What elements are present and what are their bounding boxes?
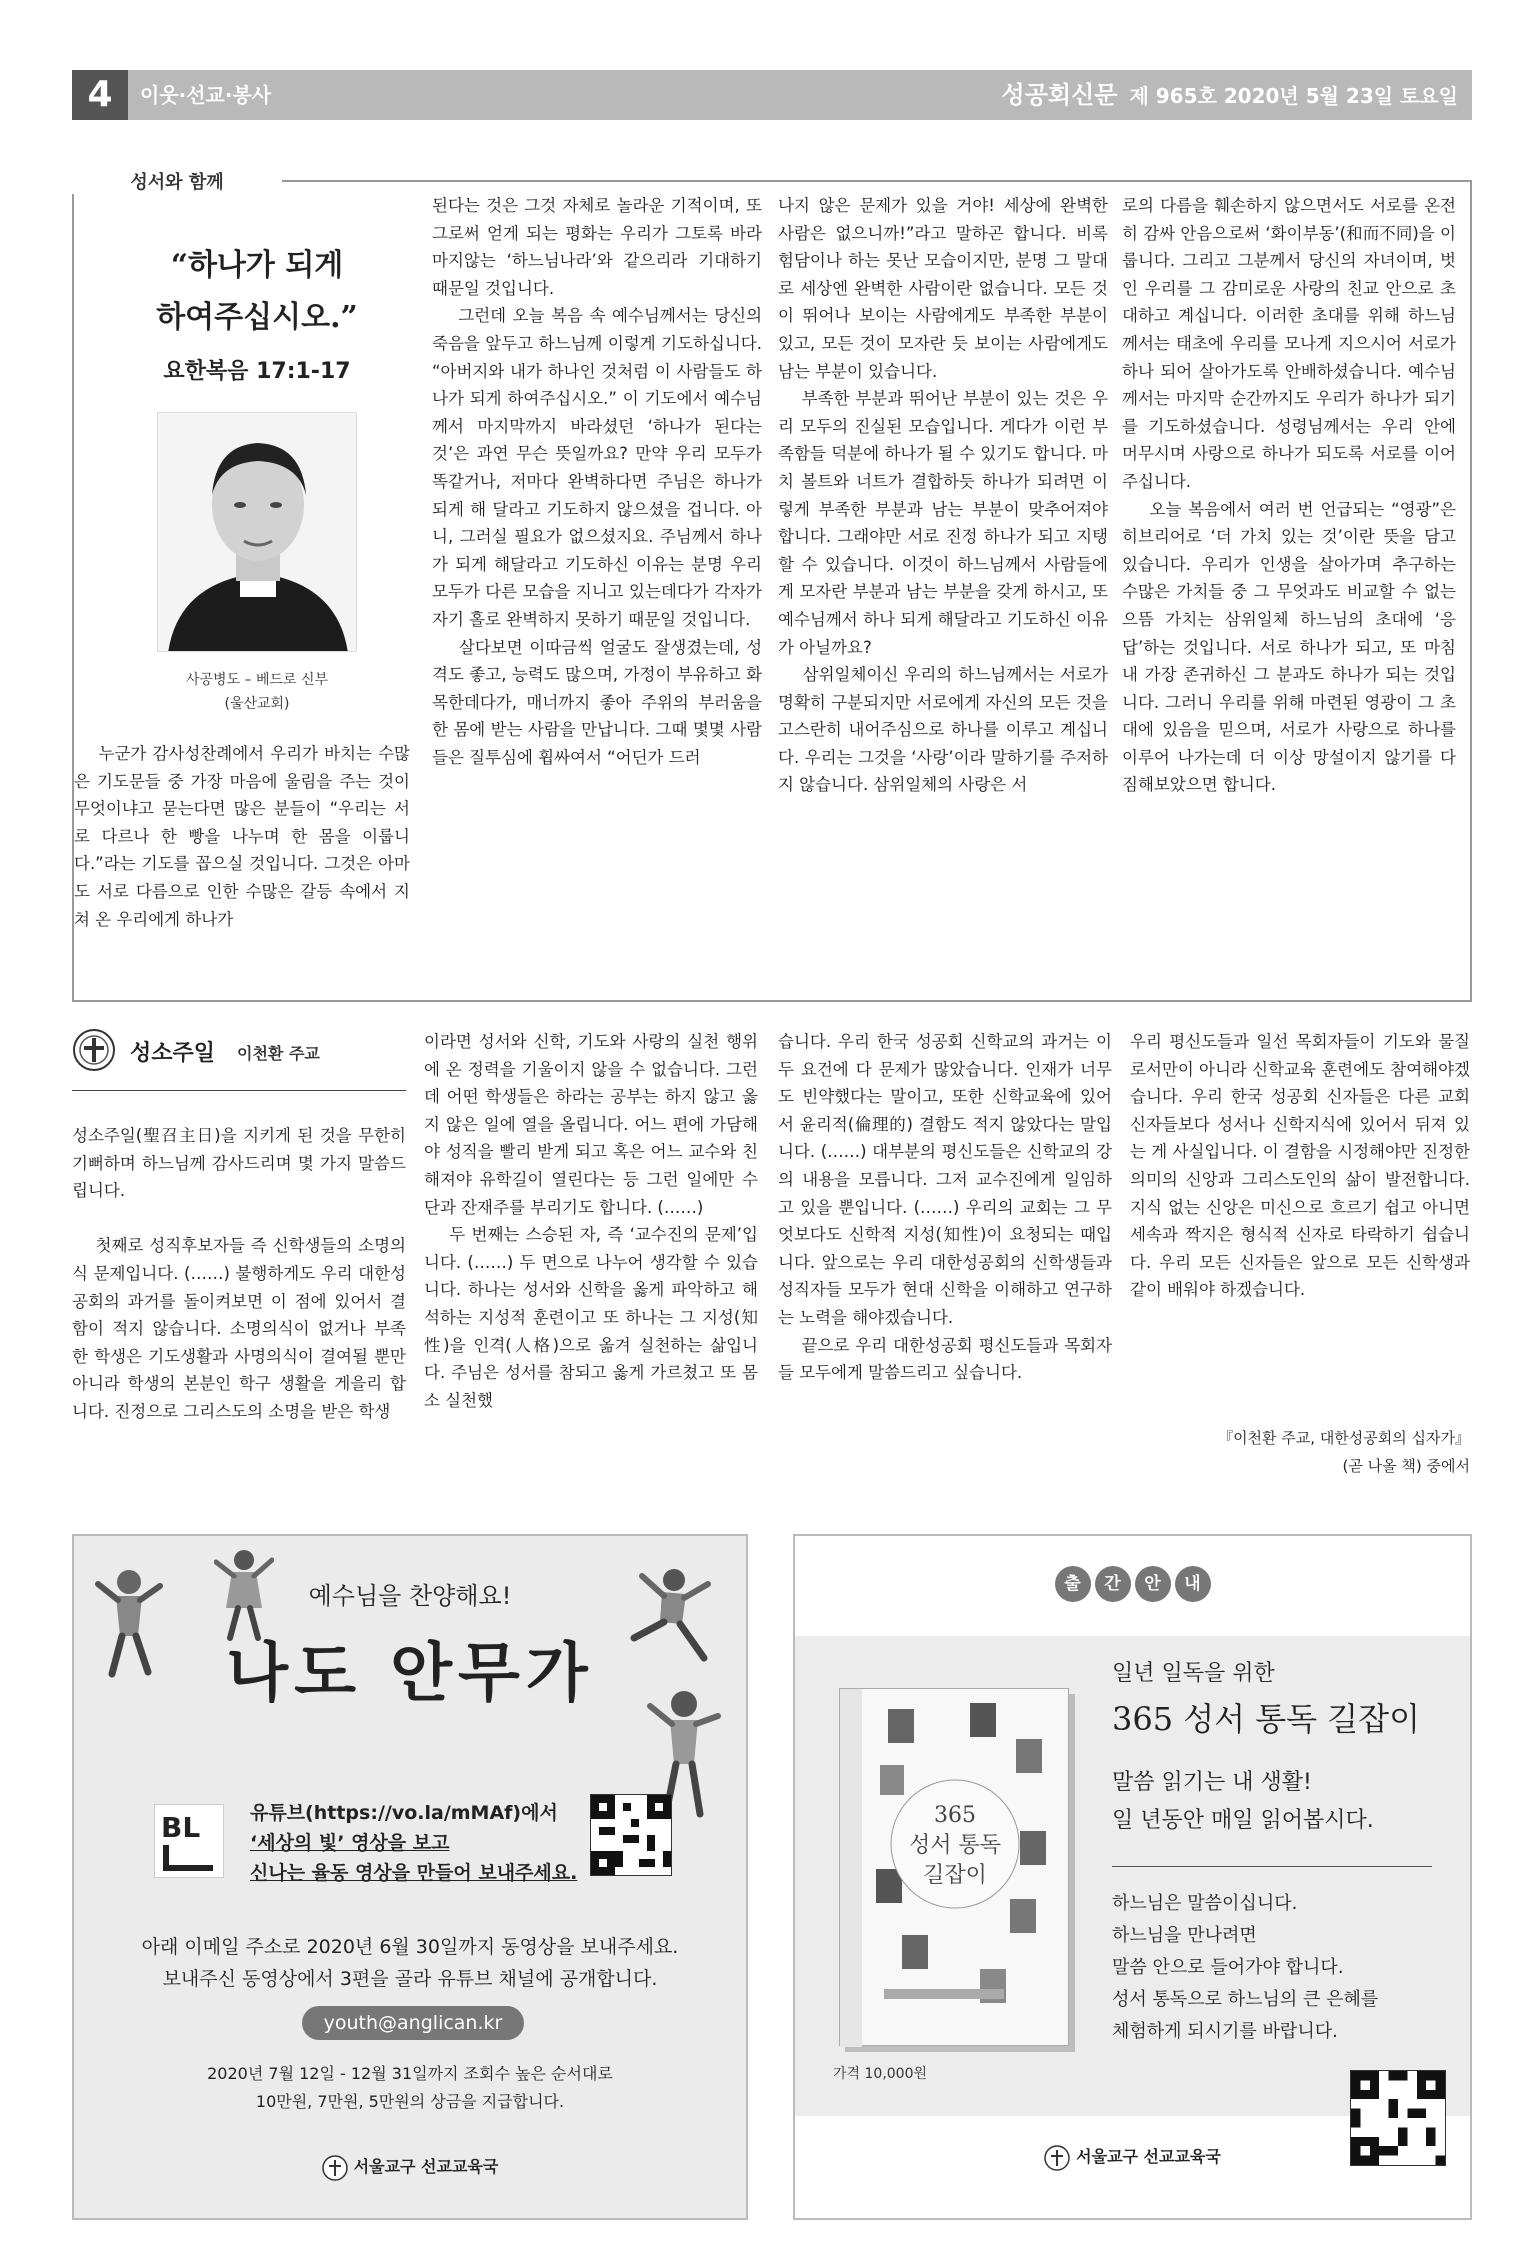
cover-line-2: 성서 통독	[908, 1833, 1001, 1858]
caption-line-2: (울산교회)	[224, 696, 290, 712]
seminary-text-2: 이라면 성서와 신학, 기도와 사랑의 실천 행위에 온 정력을 기울이지 않을 수 없습니다. 그런데 어떤 학생들은 하라는 공부는 하지 않고 옳지 않은 일에 열을 올립니다. 어느 편에 가담해야 성직을 빨리 받게 되고 혹은 어느 교수와 친해져야 유학길이 열린다는 등 그런 일에만 수단과 잔재주를 부리기도 합니다. (……) 두 번째는 스승된 자, 즉 ‘교수진의 문제’입니다. (……) 두 면으로 나누어 생각할 수 있습니다. 하나는 성서와 신학을 옳게 파악하고 해석하는 지성적 훈련이고 또 하나는 그 지성(知性)을 인격(人格)으로 옮겨 실천하는 삶입니다. 주님은 성서를 참되고 옳게 가르쳤고 또 몸소 실천했	[424, 1032, 758, 1410]
badge-char: 내	[1175, 1566, 1211, 1602]
quote-line-2: 하여주십시오.”	[156, 300, 358, 335]
description-line: 하느님을 만나려면	[1112, 1925, 1257, 1946]
bl-logo	[154, 1804, 224, 1878]
author-portrait	[157, 412, 357, 652]
paper-info	[1002, 70, 1458, 121]
book-description	[1112, 1888, 1378, 2048]
book-title: 365 성서 통독 길잡이	[1112, 1700, 1420, 1738]
paper-name: 성공회신문	[1001, 81, 1118, 109]
instruction-line-3: 신나는 율동 영상을 만들어 보내주세요.	[250, 1862, 578, 1884]
source-citation	[1130, 1424, 1470, 1480]
badge-char: 안	[1135, 1566, 1171, 1602]
seminary-text-1: 성소주일(聖召主日)을 지키게 된 것을 무한히 기뻐하며 하느님께 감사드리며 몇 가지 말씀드립니다. 첫째로 성직후보자들 즉 신학생들의 소명의식 문제입니다. (……) 불행하게도 우리 대한성공회의 과거를 돌이켜보면 이 점에 있어서 결함이 적지 않습니다. 소명의식이 없거나 부족한 학생은 기도생활과 사명의식이 결여될 뿐만 아니라 학생의 본분인 학구 생활을 게을리 합니다. 진정으로 그리스도의 소명을 받은 학생	[72, 1126, 406, 1421]
book-price: 가격 10,000원	[833, 2066, 928, 2082]
book-divider	[1112, 1866, 1432, 1867]
description-line: 체험하게 되시기를 바랍니다.	[1112, 2021, 1338, 2042]
note-line-1: 아래 이메일 주소로 2020년 6월 30일까지 동영상을 보내주세요.	[141, 1936, 679, 1958]
page-number: 4	[72, 70, 128, 120]
slogan-line-1: 말씀 읽기는 내 생활!	[1112, 1770, 1312, 1795]
seminary-heading	[72, 1028, 402, 1088]
seminary-author: 이천환 주교	[237, 1044, 320, 1063]
praise-heading: 예수님을 찬양해요!	[308, 1582, 512, 1610]
source-line-2: (곧 나올 책) 중에서	[1342, 1457, 1470, 1475]
seminary-text-3: 습니다. 우리 한국 성공회 신학교의 과거는 이 두 요건에 다 문제가 많았습니다. 인재가 너무도 빈약했다는 말이고, 또한 신학교육에 있어서 윤리적(倫理的) 결함도 적지 않았다는 말입니다. (……) 대부분의 평신도들은 신학교의 강의 내용을 모릅니다. 그저 교수진에게 일임하고 있을 뿐입니다. (……) 우리의 교회는 그 무엇보다도 신학적 지성(知性)이 요청되는 때입니다. 앞으로는 우리 대한성공회의 신학생들과 성직자들 모두가 현대 신학을 이해하고 연구하는 노력을 해야겠습니다. 끝으로 우리 대한성공회 평신도들과 목회자들 모두에게 말씀드리고 싶습니다.	[778, 1032, 1112, 1383]
slogan-line-2: 일 년동안 매일 읽어봅시다.	[1112, 1808, 1374, 1833]
ad-footer	[795, 2144, 1470, 2171]
bible-column-text-3: 나지 않은 문제가 있을 거야! 세상에 완벽한 사람은 없으니까!”라고 말하곤 합니다. 비록 험담이나 하는 못난 모습이지만, 분명 그 말대로 세상엔 완벽한 사람이란 없습니다. 모든 것이 뛰어나 보이는 사람에게도 부족한 부분이 있고, 모든 것이 모자란 듯 보이는 사람에게도 남는 부분이 있습니다. 부족한 부분과 뛰어난 부분이 있는 것은 우리 모두의 진실된 모습입니다. 게다가 이런 부족함들 덕분에 하나가 될 수 있기도 합니다. 마치 볼트와 너트가 결합하듯 하나가 되려면 이렇게 부족한 부분과 남는 부분이 맞추어져야 합니다. 그래야만 서로 진정 하나가 되고 지탱할 수 있습니다. 이것이 하느님께서 사람들에게 모자란 부분과 남는 부분을 갖게 하시고, 또 예수님께서 하나 되게 해달라고 기도하신 이유가 아닐까요? 삼위일체이신 우리의 하느님께서는 서로가 명확히 구분되지만 서로에게 자신의 모든 것을 고스란히 내어주심으로 하나를 이루고 계십니다. 우리는 그것을 ‘사랑’이라 말하기를 주저하지 않습니다. 삼위일체의 사랑은 서	[778, 196, 1109, 795]
description-line: 하느님은 말씀이십니다.	[1112, 1893, 1298, 1914]
description-line: 성서 통독으로 하느님의 큰 은혜를	[1112, 1989, 1379, 2010]
caption-line-1: 사공병도 – 베드로 신부	[185, 672, 329, 688]
footer-org: 서울교구 선교교육국	[353, 2157, 499, 2176]
prize-line-2: 10만원, 7만원, 5만원의 상금을 지급합니다.	[255, 2092, 565, 2111]
instruction-line-1: 유튜브(https://vo.la/mMAf)에서	[250, 1802, 558, 1824]
page-header	[72, 70, 1472, 120]
book-release-ad	[793, 1534, 1472, 2220]
bible-column-text-1: 누군가 감사성찬례에서 우리가 바치는 수많은 기도문들 중 가장 마음에 울림을 주는 것이 무엇이냐고 묻는다면 많은 분들이 “우리는 서로 다르나 한 빵을 나누며 한 몸을 이룹니다.”라는 기도를 꼽으실 것입니다. 그것은 아마도 서로 다름으로 인한 수많은 갈등 속에서 지쳐 온 우리에게 하나가	[74, 744, 416, 929]
description-line: 말씀 안으로 들어가야 합니다.	[1112, 1957, 1344, 1978]
prize-line-1: 2020년 7월 12일 - 12월 31일까지 조회수 높은 순서대로	[207, 2064, 613, 2083]
bible-column-label: 성서와 함께	[72, 168, 282, 194]
footer-org: 서울교구 선교교육국	[1076, 2147, 1221, 2166]
church-seal-icon	[72, 1028, 116, 1072]
bible-column-text-2: 된다는 것은 그것 자체로 놀라운 기적이며, 또 그로써 얻게 되는 평화는 우리가 그토록 바라 마지않는 ‘하느님나라’와 같으리라 기대하기 때문일 것입니다. 그런데 오늘 복음 속 예수님께서는 당신의 죽음을 앞두고 하느님께 이렇게 기도하십니다. “아버지와 내가 하나인 것처럼 이 사람들도 하나가 되게 하여주십시오.” 이 기도에서 예수님께서 마지막까지 바라셨던 ‘하나가 된다는 것’은 과연 무슨 뜻일까요? 만약 우리 모두가 똑같거나, 저마다 완벽하다면 주님은 하나가 되게 해 달라고 기도하지 않으셨을 겁니다. 아니, 그러실 필요가 없으셨지요. 주님께서 하나가 되게 해달라고 기도하신 이유는 분명 우리 모두가 다른 모습을 지니고 있는데다가 각자가 자기 홀로 완벽하지 못하기 때문일 것입니다. 살다보면 이따금씩 얼굴도 잘생겼는데, 성격도 좋고, 능력도 많으며, 가정이 부유하고 화목한데다가, 매너까지 좋아 주위의 부러움을 한 몸에 받는 사람을 만납니다. 그때 몇몇 사람들은 질투심에 휩싸여서 “어딘가 드러	[432, 196, 763, 767]
dance-instructions	[250, 1798, 577, 1888]
submission-note	[74, 1931, 746, 1995]
diocese-seal-icon	[322, 2155, 348, 2181]
badge-char: 출	[1055, 1566, 1091, 1602]
note-line-2: 보내주신 동영상에서 3편을 골라 유튜브 채널에 공개합니다.	[162, 1968, 658, 1990]
portrait-caption	[112, 668, 402, 716]
source-line-1: 『이천환 주교, 대한성공회의 십자가』	[1218, 1429, 1470, 1447]
cover-line-1: 365	[934, 1803, 976, 1828]
quote-line-1: “하나가 되게	[170, 248, 344, 283]
cover-line-3: 길잡이	[923, 1863, 987, 1888]
qr-code-icon[interactable]	[590, 1794, 672, 1876]
instruction-line-2: ‘세상의 빛’ 영상을 보고	[250, 1832, 450, 1854]
seminary-text-4: 우리 평신도들과 일선 목회자들이 기도와 물질로서만이 아니라 신학교육 훈련에도 참여해야겠습니다. 우리 한국 성공회 신자들은 다른 교회 신자들보다 성서나 신학지식에 있어서 뒤져 있는 게 사실입니다. 이 결함을 시정해야만 진정한 의미의 신앙과 그리스도인의 삶이 발전합니다. 지식 없는 신앙은 미신으로 흐르기 쉽고 아니면 세속과 짝지은 형식적 신자로 타락하기 쉽습니다. 우리 모든 신자들은 앞으로 모든 신학생과 같이 배워야 하겠습니다.	[1130, 1032, 1476, 1300]
section-name: 이웃·선교·봉사	[140, 83, 272, 107]
issue-info: 제 965호 2020년 5월 23일 토요일	[1129, 84, 1458, 108]
scripture-reference: 요한복음 17:1-17	[163, 359, 351, 384]
dance-contest-ad	[72, 1534, 748, 2220]
ad-footer	[74, 2154, 746, 2181]
quote-title	[112, 240, 402, 344]
dance-title: 나도 안무가	[226, 1637, 594, 1711]
book-cover-title	[880, 1801, 1030, 1891]
book-cover	[839, 1688, 1069, 2046]
badge-char: 간	[1095, 1566, 1131, 1602]
seminary-title: 성소주일	[130, 1041, 216, 1066]
diocese-seal-icon	[1044, 2145, 1070, 2171]
prize-info	[74, 2060, 746, 2116]
release-badge	[795, 1566, 1470, 1602]
email-link[interactable]: youth@anglican.kr	[302, 2006, 524, 2040]
bl-logo-text: BL	[161, 1811, 201, 1844]
bible-column-text-4: 로의 다름을 훼손하지 않으면서도 서로를 온전히 감싸 안음으로써 ‘화이부동’(和而不同)을 이룹니다. 그리고 그분께서 당신의 자녀이며, 벗인 우리를 그 감미로운 사랑의 친교 안으로 초대하고 계십니다. 이러한 초대를 위해 하느님께서는 태초에 우리를 모나게 지으시어 서로가 하나 되어 살아가도록 안배하셨습니다. 예수님께서는 마지막 순간까지도 우리가 하나가 되기를 기도하셨습니다. 성령님께서는 우리 안에 머무시며 사랑으로 하나가 되도록 서로를 이어주십니다. 오늘 복음에서 여러 번 언급되는 “영광”은 히브리어로 ‘더 가치 있는 것’이란 뜻을 담고 있습니다. 우리가 인생을 살아가며 추구하는 수많은 가치들 중 그 무엇과도 비교할 수 없는 으뜸 가치는 삼위일체 하느님의 초대에 ‘응답’하는 것입니다. 서로 하나가 되고, 또 마침내 가장 존귀하신 그 분과도 하나가 되는 것입니다. 그러니 우리를 위해 마련된 영광이 그 초대에 있음을 믿으며, 서로가 사랑으로 하나를 이루어 나가는데 더 이상 망설이지 않기를 다짐해보았으면 합니다.	[1122, 196, 1456, 795]
heading-divider	[72, 1090, 406, 1091]
book-subtitle: 일년 일독을 위한	[1112, 1661, 1275, 1686]
book-slogan	[1112, 1764, 1374, 1840]
